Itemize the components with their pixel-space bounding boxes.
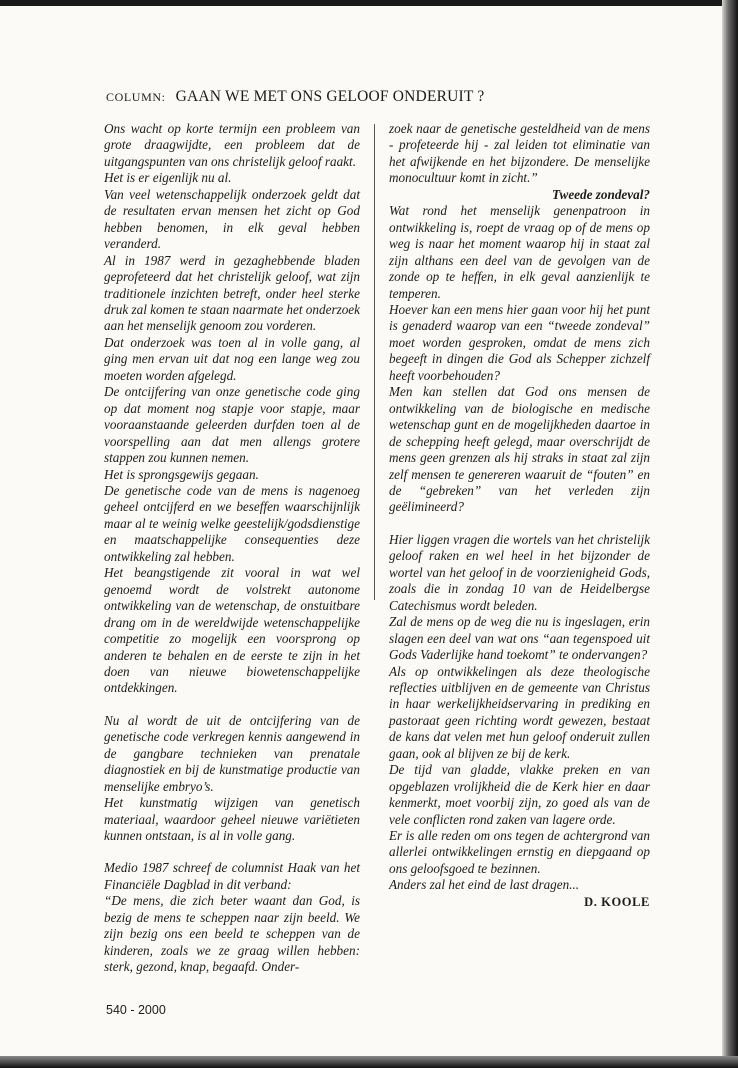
paragraph: De ontcijfering van onze genetische code ging op dat moment nog stapje voor stapje, maar vooraanstaande geleerden durfden toen al de voorspelling aan dat men allengs grotere stappen zou kunnen nemen. <box>104 384 360 466</box>
paragraph: Nu al wordt de uit de ontcijfering van de genetische code verkregen kennis aangewend in de gangbare technieken van prenatale diagnostiek en bij de kunstmatige productie van menselijke embryo’s. <box>104 712 360 794</box>
paragraph: Wat rond het menselijk genenpatroon in ontwikkeling is, roept de vraag op of de mens op weg is naar het moment waarop hij in staat zal zijn althans een deel van de gevolgen van de zonde op te heffen, in elk geval aanzienlijk te temperen. <box>389 203 650 301</box>
section-subheading: Tweede zondeval? <box>551 186 650 202</box>
paragraph: Dat onderzoek was toen al in volle gang, al ging men ervan uit dat nog een lange weg zou moeten worden afgelegd. <box>104 334 360 383</box>
column-divider <box>374 124 375 600</box>
paragraph: zoek naar de genetische gesteldheid van de mens - profeteerde hij - zal leiden tot eliminatie van het afwijkende en het bijzondere. De menselijke monocultuur komt in zicht.” <box>389 121 650 186</box>
left-column <box>104 121 360 976</box>
column-label: COLUMN: <box>106 90 166 104</box>
paragraph: Men kan stellen dat God ons mensen de ontwikkeling van de biologische en medische wetenschap gunt en de mogelijkheden daartoe in de schepping heeft gelegd, maar overschrijdt de mens geen grenzen als hij straks in staat zal zijn zelf mensen te genereren waaruit de “fouten” en de “gebreken” van het verleden zijn geëlimineerd? <box>389 384 650 515</box>
paragraph: Het kunstmatig wijzigen van genetisch materiaal, waardoor geheel nieuwe variëtieten kunnen ontstaan, is al in volle gang. <box>104 795 360 844</box>
paragraph: Medio 1987 schreef de columnist Haak van het Financiële Dagblad in dit verband: <box>104 860 360 892</box>
paragraph: Er is alle reden om ons tegen de achtergrond van allerlei ontwikkelingen ernstig en diepgaand op ons geloofsgoed te bezinnen. <box>389 828 650 876</box>
paragraph: Hier liggen vragen die wortels van het christelijk geloof raken en wel heel in het bijzonder de wortel van het geloof in de voorzienigheid Gods, zoals die in zondag 10 van de Heidelbergse Catechismus wordt beleden. <box>389 531 650 613</box>
paragraph: Anders zal het eind de last dragen... <box>389 877 580 893</box>
paragraph: Ons wacht op korte termijn een probleem van grote draagwijdte, een probleem dat de uitgangspunten van ons christelijk geloof raakt. <box>104 121 360 169</box>
scan-edge-bottom <box>0 1056 738 1068</box>
page-number: 540 - 2000 <box>106 1003 166 1017</box>
scan-edge-top <box>0 0 738 6</box>
paragraph: Het is er eigenlijk nu al. <box>104 170 232 186</box>
paragraph: De tijd van gladde, vlakke preken en van opgeblazen vrolijkheid die de Kerk hier en daar kenmerkt, moet voorbij zijn, zo goed als van de vele conflicten rond zaken van lagere orde. <box>389 762 650 827</box>
quote-paragraph: “De mens, die zich beter waant dan God, is bezig de mens te scheppen naar zijn beeld. We zijn bezig ons een beeld te scheppen van de kinderen, zoals we ze graag willen hebben: sterk, gezond, knap, begaafd. Onder- <box>104 893 360 975</box>
article-title: GAAN WE MET ONS GELOOF ONDERUIT ? <box>175 88 485 105</box>
paragraph: Hoever kan een mens hier gaan voor hij het punt is genaderd waarop van een “tweede zondeval” moet worden gesproken, omdat de mens zich begeeft in dingen die God als Schepper zichzelf heeft voorbehouden? <box>389 301 650 383</box>
scan-edge-right <box>722 0 738 1068</box>
paragraph: Als op ontwikkelingen als deze theologische reflecties uitblijven en de gemeente van Christus in haar werkelijkheidservaring in prediking en pastoraat geen richting wordt gewezen, bestaat de kans dat velen met hun geloof onderuit zullen gaan, ook al blijven ze bij de kerk. <box>389 663 650 761</box>
paragraph: De genetische code van de mens is nagenoeg geheel ontcijferd en we beseffen waarschijnlijk maar al te weinig welke geestelijk/godsdienstige en maatschappelijke consequenties deze ontwikkeling zal hebben. <box>104 482 360 564</box>
paragraph: Al in 1987 werd in gezaghebbende bladen geprofeteerd dat het christelijk geloof, wat zijn traditionele inzichten betreft, onder heel sterke druk zal komen te staan naarmate het onderzoek aan het menselijk genoom zou vorderen. <box>104 252 361 334</box>
paragraph: Het beangstigende zit vooral in wat wel genoemd wordt de volstrekt autonome ontwikkeling van de wetenschap, de onstuitbare drang om in de wereldwijde wetenschappelijke competitie zo mogelijk een voorsprong op anderen te behalen en de eerste te zijn in het doen van nieuwe biowetenschappelijke ontdekkingen. <box>104 565 360 696</box>
paragraph: Zal de mens op de weg die nu is ingeslagen, erin slagen een deel van wat ons “aan tegenspoed uit Gods Vaderlijke hand toekomt” te ondervangen? <box>389 614 650 663</box>
paragraph: Het is sprongsgewijs gegaan. <box>104 466 259 482</box>
paragraph: Van veel wetenschappelijk onderzoek geldt dat de resultaten ervan mensen het zicht op God hebben benomen, in elk geval hebben veranderd. <box>104 186 360 252</box>
right-column <box>389 121 650 910</box>
author-signature: D. KOOLE <box>584 894 650 909</box>
page-header <box>106 88 666 106</box>
